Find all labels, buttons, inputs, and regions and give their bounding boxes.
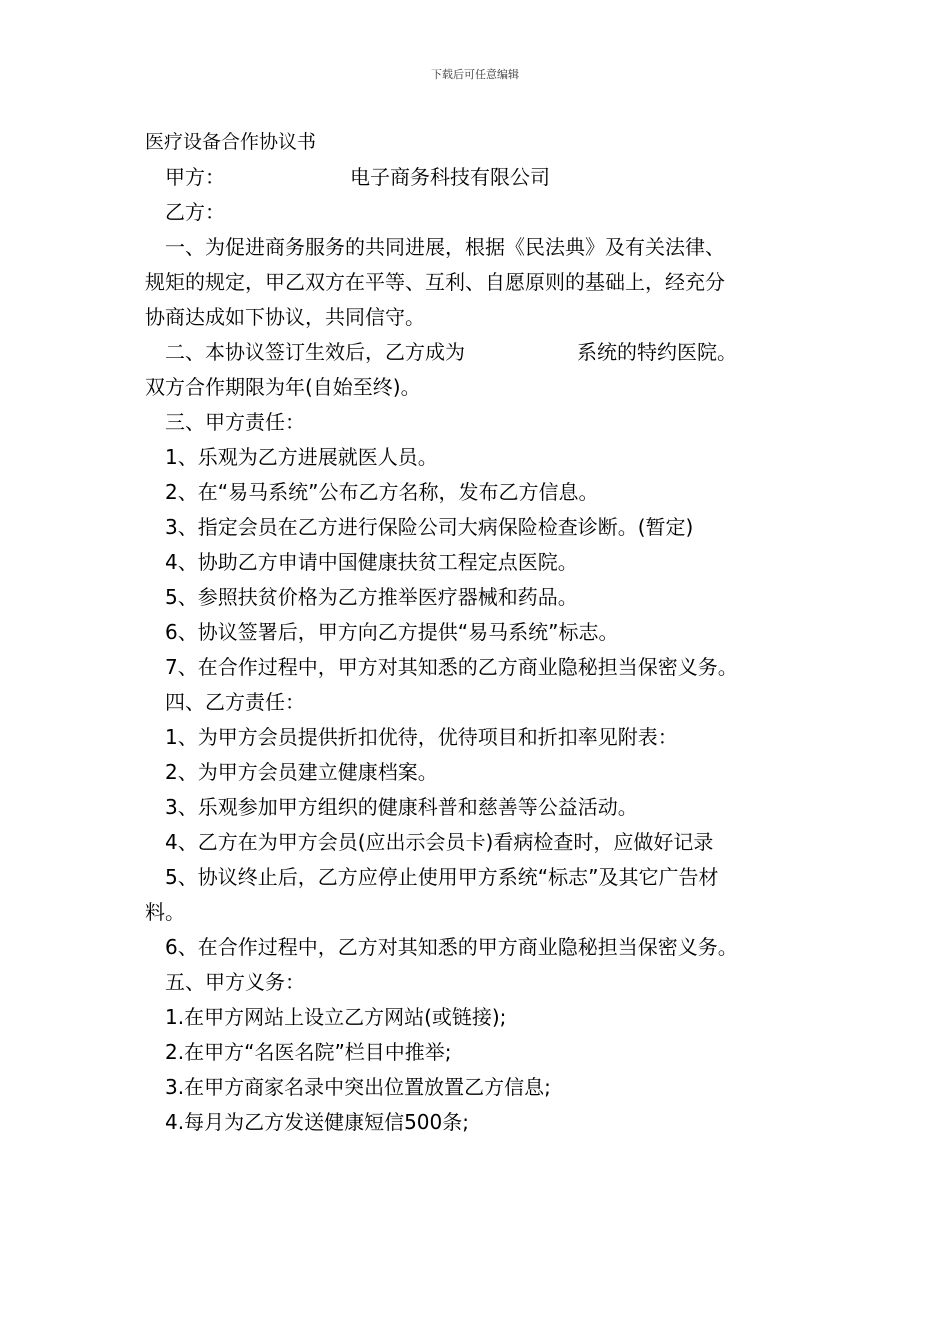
clause2-part1: 二、本协议签订生效后，乙方成为 bbox=[165, 340, 465, 364]
clause2-line1 bbox=[145, 335, 815, 370]
section3-item: 4、协助乙方申请中国健康扶贫工程定点医院。 bbox=[165, 550, 578, 574]
party-b-label: 乙方： bbox=[165, 200, 225, 224]
section3-item: 7、在合作过程中，甲方对其知悉的乙方商业隐秘担当保密义务。 bbox=[165, 655, 738, 679]
section4-item: 4、乙方在为甲方会员(应出示会员卡)看病检查时，应做好记录 bbox=[165, 830, 714, 854]
party-a-label: 甲方： bbox=[165, 165, 225, 189]
section5-heading: 五、甲方义务： bbox=[165, 970, 305, 994]
header-note: 下载后可任意编辑 bbox=[431, 68, 519, 81]
section4-item: 3、乐观参加甲方组织的健康科普和慈善等公益活动。 bbox=[165, 795, 638, 819]
section3-item: 3、指定会员在乙方进行保险公司大病保险检查诊断。(暂定) bbox=[165, 515, 694, 539]
clause1-line1: 一、为促进商务服务的共同进展，根据《民法典》及有关法律、 bbox=[165, 235, 725, 259]
section3-item: 5、参照扶贫价格为乙方推举医疗器械和药品。 bbox=[165, 585, 578, 609]
party-a-line bbox=[145, 160, 815, 195]
section4-item6: 6、在合作过程中，乙方对其知悉的甲方商业隐秘担当保密义务。 bbox=[165, 935, 738, 959]
clause1-line2: 规矩的规定，甲乙双方在平等、互利、自愿原则的基础上，经充分 bbox=[145, 270, 725, 294]
section3-heading: 三、甲方责任： bbox=[165, 410, 305, 434]
section4-item5-line1: 5、协议终止后，乙方应停止使用甲方系统“标志”及其它广告材 bbox=[165, 865, 719, 889]
document-body bbox=[145, 125, 815, 1140]
section4-item: 2、为甲方会员建立健康档案。 bbox=[165, 760, 438, 784]
section3-item: 2、在“易马系统”公布乙方名称，发布乙方信息。 bbox=[165, 480, 599, 504]
section5-item: 2.在甲方“名医名院”栏目中推举; bbox=[165, 1040, 452, 1064]
section4-heading: 四、乙方责任： bbox=[165, 690, 305, 714]
section4-item: 1、为甲方会员提供折扣优待，优待项目和折扣率见附表： bbox=[165, 725, 678, 749]
section3-item: 6、协议签署后，甲方向乙方提供“易马系统”标志。 bbox=[165, 620, 619, 644]
clause2-line2: 双方合作期限为年(自始至终)。 bbox=[145, 375, 421, 399]
clause2-part2: 系统的特约医院。 bbox=[577, 340, 737, 364]
section5-item: 4.每月为乙方发送健康短信500条; bbox=[165, 1110, 469, 1134]
section4-item5-line2: 料。 bbox=[145, 900, 185, 924]
party-b-line bbox=[145, 195, 815, 230]
section5-item: 1.在甲方网站上设立乙方网站(或链接); bbox=[165, 1005, 507, 1029]
document-title: 医疗设备合作协议书 bbox=[145, 131, 317, 153]
party-a-value: 电子商务科技有限公司 bbox=[350, 165, 550, 189]
clause1-line3: 协商达成如下协议，共同信守。 bbox=[145, 305, 425, 329]
section5-item: 3.在甲方商家名录中突出位置放置乙方信息; bbox=[165, 1075, 551, 1099]
section3-item: 1、乐观为乙方进展就医人员。 bbox=[165, 445, 438, 469]
